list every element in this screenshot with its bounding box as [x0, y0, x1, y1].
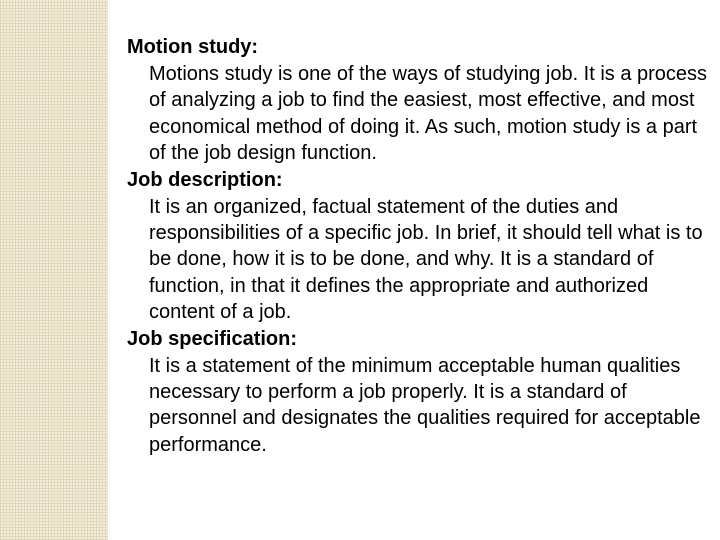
decorative-side-band	[0, 0, 108, 540]
section-job-description	[127, 167, 707, 326]
section-motion-study	[127, 34, 707, 167]
section-heading: Job description:	[127, 168, 283, 191]
slide-content	[127, 34, 707, 458]
section-job-specification	[127, 326, 707, 459]
section-body: Motions study is one of the ways of studying job. It is a process of analyzing a job to find the easiest, most effective, and most economical method of doing it. As such, motion study is a part of the job design function.	[149, 63, 708, 165]
section-body: It is a statement of the minimum acceptable human qualities necessary to perform a job properly. It is a standard of personnel and designates the qualities required for acceptable performance.	[149, 354, 701, 456]
section-heading: Motion study:	[127, 36, 259, 58]
section-heading: Job specification:	[127, 327, 298, 350]
section-body: It is an organized, factual statement of the duties and responsibilities of a specific job. In brief, it should tell what is to be done, how it is to be done, and why. It is a standard of function, in that it defines the appropriate and authorized content of a job.	[149, 195, 703, 324]
